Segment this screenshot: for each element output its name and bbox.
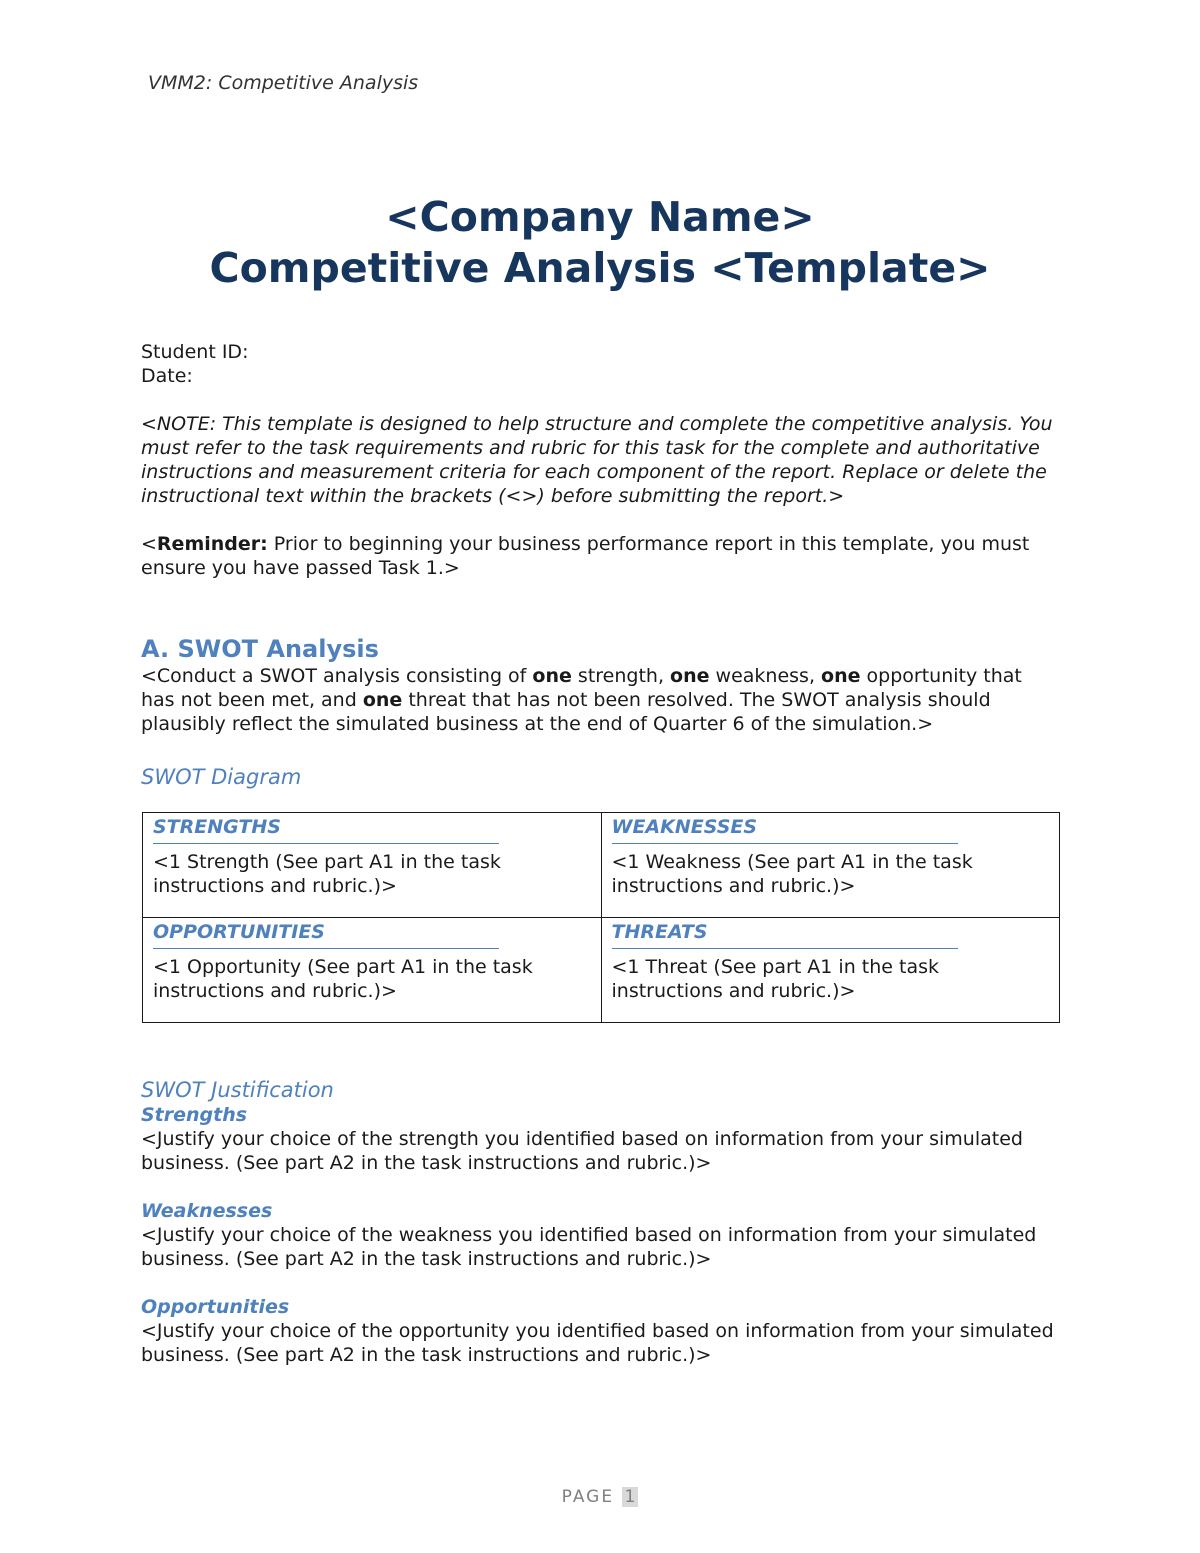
- instr-bold-2: one: [670, 665, 710, 687]
- opportunities-label: OPPORTUNITIES: [153, 920, 499, 949]
- section-a-instructions: [141, 664, 1061, 736]
- title-company-name: <Company Name>: [385, 193, 815, 241]
- page-label: PAGE: [561, 1487, 615, 1507]
- running-header: VMM2: Competitive Analysis: [148, 72, 419, 94]
- opportunities-text: <1 Opportunity (See part A1 in the task instructions and rubric.)>: [153, 956, 533, 1002]
- strengths-label: STRENGTHS: [153, 815, 499, 844]
- justification-strengths-text: <Justify your choice of the strength you identified based on information from your simulated business. (See part A2 in the task instructions and rubric.)>: [141, 1128, 1023, 1174]
- reminder-label: Reminder:: [156, 533, 268, 555]
- date-label: Date:: [141, 365, 193, 387]
- instr-bold-1: one: [532, 665, 572, 687]
- title-template: Competitive Analysis <Template>: [209, 244, 991, 292]
- swot-cell-weaknesses: [601, 813, 1060, 918]
- justification-weaknesses-heading: Weaknesses: [141, 1200, 273, 1222]
- swot-cell-threats: [601, 918, 1060, 1023]
- page-number: 1: [622, 1487, 639, 1507]
- template-note: <NOTE: This template is designed to help structure and complete the competitive analysis. You must refer to the task requirements and rubric for this task for the complete and authoritative instructions and measurement criteria for each component of the report. Replace or delete the instructional text within the brackets (<>) before submitting the report.>: [141, 413, 1053, 507]
- instr-part-5: threat that has not been resolved. The SWOT analysis should plausibly reflect the simulated business at the end of Quarter 6 of the simulation.>: [141, 689, 991, 735]
- instr-part-4: opportunity that has not been met, and: [141, 665, 1022, 711]
- instr-part-3: weakness,: [709, 665, 822, 687]
- justification-strengths-heading: Strengths: [141, 1104, 248, 1126]
- justification-weaknesses-text: <Justify your choice of the weakness you identified based on information from your simulated business. (See part A2 in the task instructions and rubric.)>: [141, 1224, 1037, 1270]
- weaknesses-text: <1 Weakness (See part A1 in the task instructions and rubric.)>: [611, 851, 973, 897]
- reminder-paragraph: [141, 532, 1061, 580]
- document-title: [0, 192, 1200, 294]
- instr-part-2: strength,: [571, 665, 671, 687]
- reminder-text: Prior to beginning your business performance report in this template, you must ensure you have passed Task 1.>: [141, 533, 1030, 579]
- strengths-text: <1 Strength (See part A1 in the task instructions and rubric.)>: [153, 851, 501, 897]
- instr-part-1: <Conduct a SWOT analysis consisting of: [141, 665, 533, 687]
- swot-diagram-heading: SWOT Diagram: [141, 765, 302, 789]
- swot-row-bottom: [143, 918, 1060, 1023]
- instr-bold-4: one: [362, 689, 403, 711]
- section-a-heading: A. SWOT Analysis: [141, 635, 379, 663]
- instr-bold-3: one: [821, 665, 861, 687]
- document-body: [141, 340, 1061, 1367]
- threats-label: THREATS: [612, 920, 958, 949]
- weaknesses-label: WEAKNESSES: [612, 815, 958, 844]
- justification-opportunities-text: <Justify your choice of the opportunity you identified based on information from your simulated business. (See part A2 in the task instructions and rubric.)>: [141, 1320, 1054, 1366]
- student-id-label: Student ID:: [141, 341, 249, 363]
- swot-table: [142, 812, 1060, 1023]
- swot-cell-opportunities: [143, 918, 602, 1023]
- swot-cell-strengths: [143, 813, 602, 918]
- swot-row-top: [143, 813, 1060, 918]
- page-footer: [0, 1487, 1200, 1507]
- swot-justification-heading: SWOT Justification: [141, 1078, 334, 1102]
- justification-opportunities-heading: Opportunities: [141, 1296, 290, 1318]
- threats-text: <1 Threat (See part A1 in the task instructions and rubric.)>: [611, 956, 940, 1002]
- reminder-open-bracket: <: [141, 533, 157, 555]
